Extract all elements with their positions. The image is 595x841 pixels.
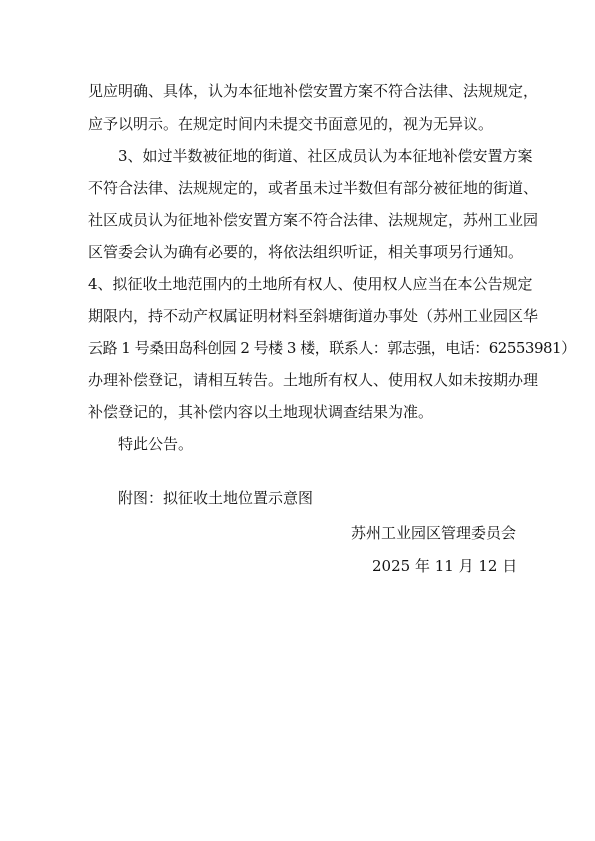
- paragraph-2-line-2: 不符合法律、法规规定的，或者虽未过半数但有部分被征地的街道、: [88, 179, 539, 197]
- paragraph-3-line-4: 办理补偿登记，请相互转告。土地所有权人、使用权人如未按期办理: [88, 371, 539, 389]
- paragraph-1-line-1: 见应明确、具体，认为本征地补偿安置方案不符合法律、法规规定，: [88, 82, 539, 100]
- paragraph-3-line-1: 4、拟征收土地范围内的土地所有权人、使用权人应当在本公告规定: [88, 275, 533, 293]
- closing-text: 特此公告。: [118, 435, 194, 453]
- paragraph-1-line-2: 应予以明示。在规定时间内未提交书面意见的，视为无异议。: [88, 115, 494, 133]
- signature-organization: 苏州工业园区管理委员会: [351, 524, 517, 542]
- paragraph-3-line-5: 补偿登记的，其补偿内容以土地现状调查结果为准。: [88, 403, 434, 421]
- attachment-note: 附图：拟征收土地位置示意图: [118, 489, 314, 507]
- paragraph-3-line-2: 期限内，持不动产权属证明材料至斜塘街道办事处（苏州工业园区华: [88, 307, 539, 325]
- paragraph-2-line-1: 3、如过半数被征地的街道、社区成员认为本征地补偿安置方案: [118, 147, 533, 165]
- signature-date: 2025 年 11 月 12 日: [372, 557, 518, 575]
- paragraph-2-line-4: 区管委会认为确有必要的，将依法组织听证，相关事项另行通知。: [88, 243, 524, 261]
- paragraph-3-line-3: 云路 1 号桑田岛科创园 2 号楼 3 楼，联系人：郭志强，电话：62553981）: [88, 339, 576, 357]
- paragraph-2-line-3: 社区成员认为征地补偿安置方案不符合法律、法规规定，苏州工业园: [88, 211, 539, 229]
